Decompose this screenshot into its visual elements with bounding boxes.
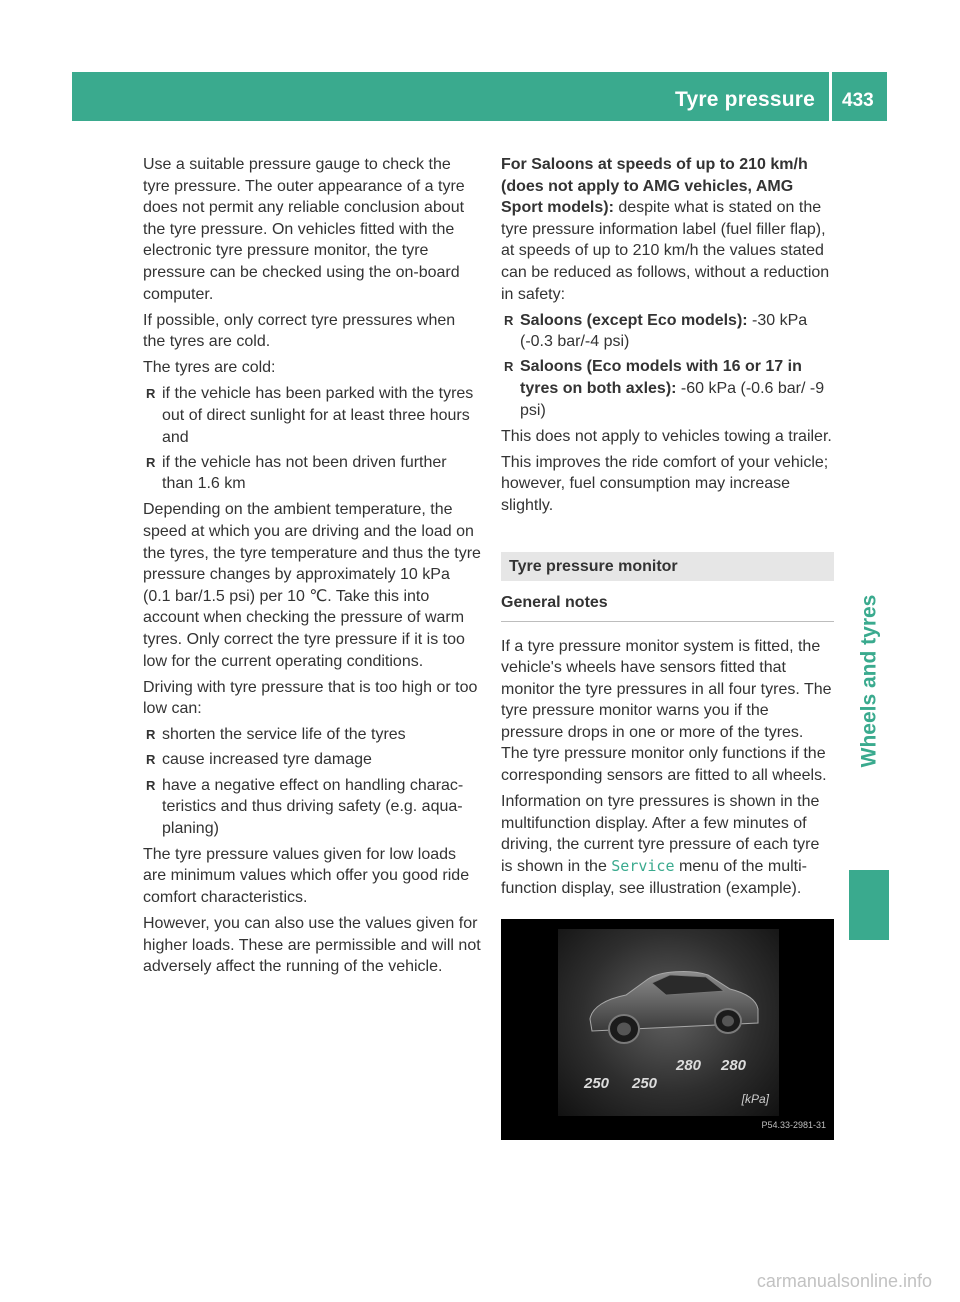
list-item: R if the vehicle has been parked with the tyres out of direct sunlight for at least three hours and: [143, 383, 481, 448]
paragraph: If possible, only correct tyre pressures when the tyres are cold.: [143, 311, 456, 351]
paragraph: However, you can also use the values given for higher loads. These are permissible and will not adversely affect the running of the vehicle.: [143, 915, 481, 976]
list-item: R have a negative effect on handling characteristics and thus driving safety (e.g. aquaplaning): [143, 775, 481, 840]
list-item: R if the vehicle has not been driven further than 1.6 km: [143, 452, 481, 495]
tyre-pressure-front-right: 250: [632, 1075, 658, 1093]
intro-text: despite what is stated on the tyre pressure information label (fuel filler flap), at speeds of up to 210 km/h the values stated can be reduced as follows, without a reduction in safety:: [501, 199, 830, 303]
paragraph: [501, 154, 834, 305]
list-item: [501, 356, 834, 421]
reduction-list: [501, 310, 834, 421]
figure-code: P54.33-2981-31: [761, 1119, 826, 1130]
subsection-title: General notes: [501, 589, 834, 622]
list-item-bold: Saloons (except Eco models):: [520, 311, 748, 329]
tyre-pressure-display-illustration: [501, 919, 834, 1140]
tyre-pressure-front-left: 250: [584, 1075, 610, 1093]
tyre-pressure-rear-left: 280: [676, 1057, 702, 1075]
multifunction-display: [558, 929, 779, 1116]
paragraph: Use a suitable pressure gauge to check the tyre pressure. The outer appearance of a tyre does not permit any reliable conclusion about the tyre pressure. On vehicles fitted with the electronic tyre pressure monitor, the tyre pressure can be checked using the on-board computer.: [143, 156, 465, 303]
side-tab: [849, 556, 889, 806]
list-item: R shorten the service life of the tyres: [143, 724, 481, 746]
paragraph: This does not apply to vehicles towing a trailer.: [501, 427, 832, 445]
section-title: Tyre pressure monitor: [501, 552, 834, 581]
side-tab-block: [849, 870, 889, 940]
paragraph: The tyre pressure values given for low loads are minimum values which offer you good ride comfort characteristics.: [143, 845, 470, 906]
pressure-unit-label: [kPa]: [741, 1091, 769, 1106]
service-menu-label: Service: [611, 856, 675, 875]
watermark: carmanualsonline.info: [756, 1271, 932, 1291]
list-item: [501, 310, 834, 353]
intro-bold: For Saloons at speeds of up to 210 km/h (does not apply to AMG vehicles, AMG Sport models):: [501, 156, 808, 217]
header-separator: [829, 72, 832, 121]
list-item-bold: Saloons (Eco models with 16 or 17 in tyres on both axles):: [520, 358, 802, 397]
header-title: Tyre pressure: [675, 88, 815, 111]
list-item-text: -60 kPa (-0.6 bar/ -9 psi): [520, 379, 825, 419]
header-bar: [72, 72, 887, 121]
paragraph: This improves the ride comfort of your vehicle; however, fuel consumption may increase slightly.: [501, 453, 829, 514]
page-number: 433: [842, 90, 874, 111]
paragraph: Depending on the ambient temperature, the speed at which you are driving and the load on the tyres, the tyre temperature and thus the tyre pressure changes by approximately 10 kPa (0.1 bar/1.5 psi) per 10 ℃. Take this into account when checking the pressure of warm tyres. Only correct the tyre pressure if it is too low for the current operating conditions.: [143, 501, 481, 670]
paragraph: The tyres are cold:: [143, 359, 276, 377]
risk-list: [143, 724, 481, 839]
paragraph: [501, 791, 834, 899]
info-text-post: menu of the multifunction display, see illustration (example).: [501, 857, 807, 897]
side-tab-label: Wheels and tyres: [857, 594, 881, 768]
left-column: [143, 154, 481, 982]
info-text-pre: Information on tyre pressures is shown in the multifunction display. After a few minutes of driving, the current tyre pressure of each tyre is shown in the: [501, 793, 820, 875]
list-item: R cause increased tyre damage: [143, 749, 481, 771]
tyre-pressure-rear-right: 280: [721, 1057, 747, 1075]
list-item-text: -30 kPa (-0.3 bar/-4 psi): [520, 311, 808, 351]
cold-conditions-list: [143, 383, 481, 494]
right-column: [501, 154, 834, 1140]
car-icon: [578, 947, 763, 1057]
paragraph: Driving with tyre pressure that is too high or too low can:: [143, 678, 478, 718]
paragraph: If a tyre pressure monitor system is fitted, the vehicle's wheels have sensors fitted that monitor the tyre pressures in all four tyres. The tyre pressure monitor warns you if the pressure drops in one or more of the tyres. The tyre pressure monitor only functions if the corresponding sensors are fitted to all wheels.: [501, 637, 832, 785]
